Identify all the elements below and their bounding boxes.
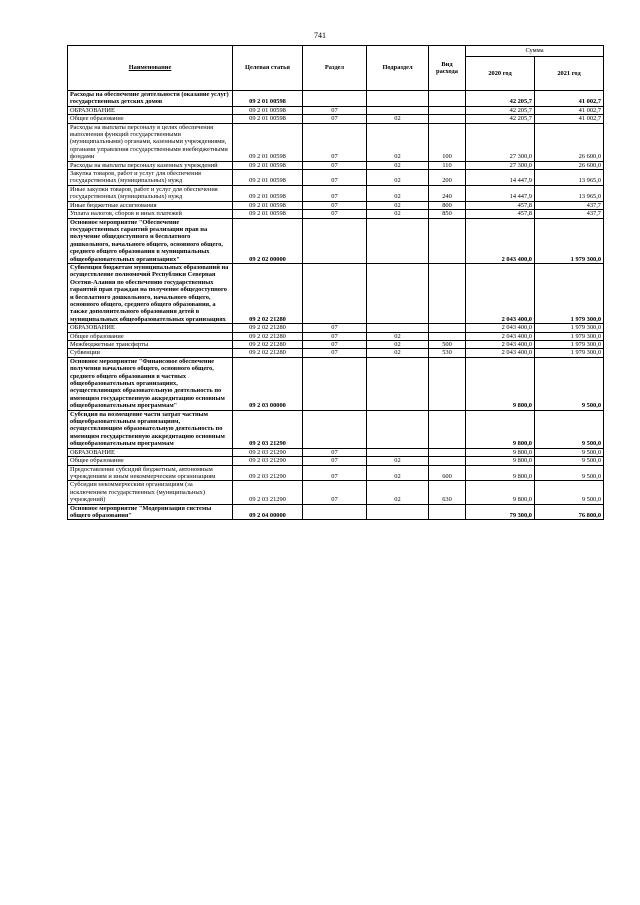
amount-2020-cell: 2 043 400,0 [466, 349, 535, 357]
type-cell: 530 [429, 349, 466, 357]
table-row [68, 410, 604, 448]
row-name-cell: Субвенция бюджетам муниципальных образований на осуществление полномочий Республики Северная Осетия-Алания по обеспечению государственных гарантий прав граждан на получение общедоступного и бесплатного дошкольного, начального общего, основного общего, среднего общего образования, а также дополнительного образования детей в муниципальных общеобразовательных организациях [68, 263, 233, 323]
subsection-cell [367, 324, 429, 332]
row-name-cell: Основное мероприятие "Обеспечение государственных гарантий реализации прав на получение общедоступного и бесплатного дошкольного, начального общего, основного общего, среднего общего образования в муниципальных общеобразовательных организациях" [68, 218, 233, 263]
amount-2021-cell: 41 002,7 [535, 115, 604, 123]
type-cell [429, 324, 466, 332]
section-cell: 07 [303, 332, 367, 340]
amount-2020-cell: 42 205,7 [466, 106, 535, 114]
row-name-cell: Субсидии некоммерческим организациям (за исключением государственных (муниципальных) учреждений) [68, 481, 233, 504]
type-cell: 110 [429, 161, 466, 169]
target-cell: 09 2 01 00598 [233, 123, 303, 161]
type-cell: 240 [429, 185, 466, 201]
row-name-cell: Основное мероприятие "Финансовое обеспечение получения начального общего, основного общего, среднего общего образования в частных общеобразовательных организациях, осуществляющих образовательную деятельность по имеющим государственную аккредитацию основным общеобразовательным программам" [68, 357, 233, 410]
table-row [68, 185, 604, 201]
target-cell: 09 2 03 21290 [233, 410, 303, 448]
amount-2021-cell: 1 979 300,0 [535, 341, 604, 349]
subsection-cell: 02 [367, 201, 429, 209]
table-row [68, 349, 604, 357]
header-year-2020: 2020 год [466, 57, 535, 91]
target-cell: 09 2 02 21280 [233, 332, 303, 340]
section-cell: 07 [303, 210, 367, 218]
row-name-cell: Расходы на выплаты персоналу казенных учреждений [68, 161, 233, 169]
row-name-cell: Иные закупки товаров, работ и услуг для обеспечения государственных (муниципальных) нужд [68, 185, 233, 201]
section-cell: 07 [303, 115, 367, 123]
type-cell [429, 91, 466, 107]
row-name-cell: ОБРАЗОВАНИЕ [68, 448, 233, 456]
target-cell: 09 2 03 00000 [233, 357, 303, 410]
target-cell: 09 2 02 21280 [233, 324, 303, 332]
type-cell [429, 457, 466, 465]
type-cell [429, 115, 466, 123]
section-cell: 07 [303, 457, 367, 465]
amount-2021-cell: 9 500,0 [535, 448, 604, 456]
subsection-cell: 02 [367, 115, 429, 123]
type-cell: 630 [429, 481, 466, 504]
type-cell [429, 332, 466, 340]
amount-2021-cell: 1 979 300,0 [535, 218, 604, 263]
amount-2020-cell: 2 043 400,0 [466, 332, 535, 340]
type-cell [429, 448, 466, 456]
row-name-cell: Основное мероприятие "Модернизация системы общего образования" [68, 504, 233, 520]
type-cell [429, 263, 466, 323]
section-cell [303, 504, 367, 520]
amount-2021-cell: 26 600,0 [535, 123, 604, 161]
section-cell: 07 [303, 341, 367, 349]
section-cell: 07 [303, 161, 367, 169]
subsection-cell: 02 [367, 465, 429, 481]
header-target: Целевая статья [233, 46, 303, 91]
table-row [68, 263, 604, 323]
row-name-cell: Предоставление субсидий бюджетным, автономным учреждениям и иным некоммерческим организациям [68, 465, 233, 481]
amount-2020-cell: 9 800,0 [466, 448, 535, 456]
amount-2020-cell: 457,8 [466, 210, 535, 218]
subsection-cell [367, 106, 429, 114]
row-name-cell: ОБРАЗОВАНИЕ [68, 106, 233, 114]
target-cell: 09 2 03 21290 [233, 457, 303, 465]
target-cell: 09 2 01 00598 [233, 161, 303, 169]
subsection-cell: 02 [367, 170, 429, 186]
section-cell: 07 [303, 324, 367, 332]
row-name-cell: Общее образование [68, 115, 233, 123]
table-row [68, 170, 604, 186]
table-row [68, 465, 604, 481]
table-row [68, 210, 604, 218]
type-cell [429, 410, 466, 448]
target-cell: 09 2 02 21280 [233, 263, 303, 323]
section-cell: 07 [303, 481, 367, 504]
subsection-cell [367, 357, 429, 410]
amount-2020-cell: 9 800,0 [466, 481, 535, 504]
type-cell: 100 [429, 123, 466, 161]
subsection-cell [367, 504, 429, 520]
target-cell: 09 2 01 00598 [233, 210, 303, 218]
amount-2020-cell: 79 300,0 [466, 504, 535, 520]
subsection-cell: 02 [367, 123, 429, 161]
target-cell: 09 2 01 00598 [233, 115, 303, 123]
section-cell: 07 [303, 106, 367, 114]
section-cell: 07 [303, 185, 367, 201]
type-cell [429, 504, 466, 520]
type-cell [429, 106, 466, 114]
amount-2020-cell: 14 447,9 [466, 170, 535, 186]
amount-2021-cell: 9 500,0 [535, 357, 604, 410]
budget-table [67, 45, 604, 520]
amount-2020-cell: 457,8 [466, 201, 535, 209]
amount-2021-cell: 26 600,0 [535, 161, 604, 169]
table-row [68, 218, 604, 263]
row-name-cell: Иные бюджетные ассигнования [68, 201, 233, 209]
table-row [68, 123, 604, 161]
target-cell: 09 2 01 00598 [233, 170, 303, 186]
table-row [68, 481, 604, 504]
table-row [68, 504, 604, 520]
type-cell: 600 [429, 465, 466, 481]
amount-2021-cell: 437,7 [535, 201, 604, 209]
amount-2020-cell: 27 300,0 [466, 123, 535, 161]
section-cell: 07 [303, 201, 367, 209]
row-name-cell: Межбюджетные трансферты [68, 341, 233, 349]
type-cell: 500 [429, 341, 466, 349]
header-name: Наименование [68, 46, 233, 91]
section-cell [303, 263, 367, 323]
table-row [68, 91, 604, 107]
section-cell [303, 91, 367, 107]
target-cell: 09 2 01 00598 [233, 91, 303, 107]
amount-2020-cell: 2 043 400,0 [466, 324, 535, 332]
row-name-cell: Расходы на выплаты персоналу в целях обеспечения выполнения функций государственными (муниципальными) органами, казенными учреждениями, органами управления государственными внебюджетными фондами [68, 123, 233, 161]
header-subsection: Подраздел [367, 46, 429, 91]
row-name-cell: Субвенции [68, 349, 233, 357]
section-cell [303, 410, 367, 448]
section-cell: 07 [303, 123, 367, 161]
amount-2021-cell: 41 002,7 [535, 91, 604, 107]
type-cell: 200 [429, 170, 466, 186]
section-cell: 07 [303, 465, 367, 481]
amount-2021-cell: 1 979 300,0 [535, 349, 604, 357]
table-row [68, 324, 604, 332]
table-row [68, 448, 604, 456]
table-row [68, 341, 604, 349]
amount-2021-cell: 1 979 300,0 [535, 332, 604, 340]
target-cell: 09 2 01 00598 [233, 185, 303, 201]
amount-2020-cell: 42 205,7 [466, 115, 535, 123]
subsection-cell: 02 [367, 457, 429, 465]
row-name-cell: Общее образование [68, 457, 233, 465]
section-cell: 07 [303, 170, 367, 186]
amount-2021-cell: 9 500,0 [535, 465, 604, 481]
amount-2020-cell: 42 205,7 [466, 91, 535, 107]
subsection-cell: 02 [367, 341, 429, 349]
amount-2021-cell: 1 979 300,0 [535, 324, 604, 332]
amount-2021-cell: 9 500,0 [535, 410, 604, 448]
header-sum: Сумма [466, 46, 604, 57]
target-cell: 09 2 03 21290 [233, 465, 303, 481]
target-cell: 09 2 04 00000 [233, 504, 303, 520]
target-cell: 09 2 01 00598 [233, 106, 303, 114]
row-name-cell: ОБРАЗОВАНИЕ [68, 324, 233, 332]
page-number: 741 [314, 31, 326, 40]
target-cell: 09 2 02 00000 [233, 218, 303, 263]
amount-2021-cell: 437,7 [535, 210, 604, 218]
type-cell [429, 218, 466, 263]
header-expense-type: Вид расхода [429, 46, 466, 91]
amount-2020-cell: 2 043 400,0 [466, 341, 535, 349]
amount-2021-cell: 13 965,0 [535, 185, 604, 201]
table-row [68, 106, 604, 114]
subsection-cell: 02 [367, 481, 429, 504]
amount-2021-cell: 13 965,0 [535, 170, 604, 186]
table-row [68, 201, 604, 209]
amount-2020-cell: 9 800,0 [466, 357, 535, 410]
amount-2021-cell: 9 500,0 [535, 457, 604, 465]
subsection-cell [367, 448, 429, 456]
subsection-cell [367, 218, 429, 263]
amount-2021-cell: 1 979 300,0 [535, 263, 604, 323]
header-year-2021: 2021 год [535, 57, 604, 91]
section-cell [303, 357, 367, 410]
type-cell: 800 [429, 201, 466, 209]
row-name-cell: Общее образование [68, 332, 233, 340]
amount-2020-cell: 9 800,0 [466, 457, 535, 465]
type-cell: 850 [429, 210, 466, 218]
subsection-cell [367, 91, 429, 107]
target-cell: 09 2 02 21280 [233, 341, 303, 349]
amount-2020-cell: 14 447,9 [466, 185, 535, 201]
table-row [68, 457, 604, 465]
table-row [68, 357, 604, 410]
subsection-cell: 02 [367, 332, 429, 340]
subsection-cell: 02 [367, 161, 429, 169]
amount-2020-cell: 2 043 400,0 [466, 263, 535, 323]
subsection-cell: 02 [367, 185, 429, 201]
type-cell [429, 357, 466, 410]
amount-2020-cell: 2 043 400,0 [466, 218, 535, 263]
amount-2020-cell: 9 800,0 [466, 410, 535, 448]
section-cell: 07 [303, 448, 367, 456]
target-cell: 09 2 01 00598 [233, 201, 303, 209]
subsection-cell: 02 [367, 349, 429, 357]
table-row [68, 332, 604, 340]
subsection-cell: 02 [367, 210, 429, 218]
amount-2020-cell: 27 300,0 [466, 161, 535, 169]
row-name-cell: Закупка товаров, работ и услуг для обеспечения государственных (муниципальных) нужд [68, 170, 233, 186]
target-cell: 09 2 03 21290 [233, 481, 303, 504]
row-name-cell: Уплата налогов, сборов и иных платежей [68, 210, 233, 218]
amount-2020-cell: 9 800,0 [466, 465, 535, 481]
amount-2021-cell: 41 002,7 [535, 106, 604, 114]
table-row [68, 161, 604, 169]
header-section: Раздел [303, 46, 367, 91]
section-cell [303, 218, 367, 263]
subsection-cell [367, 410, 429, 448]
target-cell: 09 2 02 21280 [233, 349, 303, 357]
section-cell: 07 [303, 349, 367, 357]
subsection-cell [367, 263, 429, 323]
target-cell: 09 2 03 21290 [233, 448, 303, 456]
row-name-cell: Субсидия на возмещение части затрат частным общеобразовательным организациям, осуществляющим образовательную деятельность по имеющим государственную аккредитацию основным общеобразовательным программам [68, 410, 233, 448]
amount-2021-cell: 76 800,0 [535, 504, 604, 520]
table-row [68, 115, 604, 123]
amount-2021-cell: 9 500,0 [535, 481, 604, 504]
row-name-cell: Расходы на обеспечение деятельности (оказание услуг) государственных детских домов [68, 91, 233, 107]
